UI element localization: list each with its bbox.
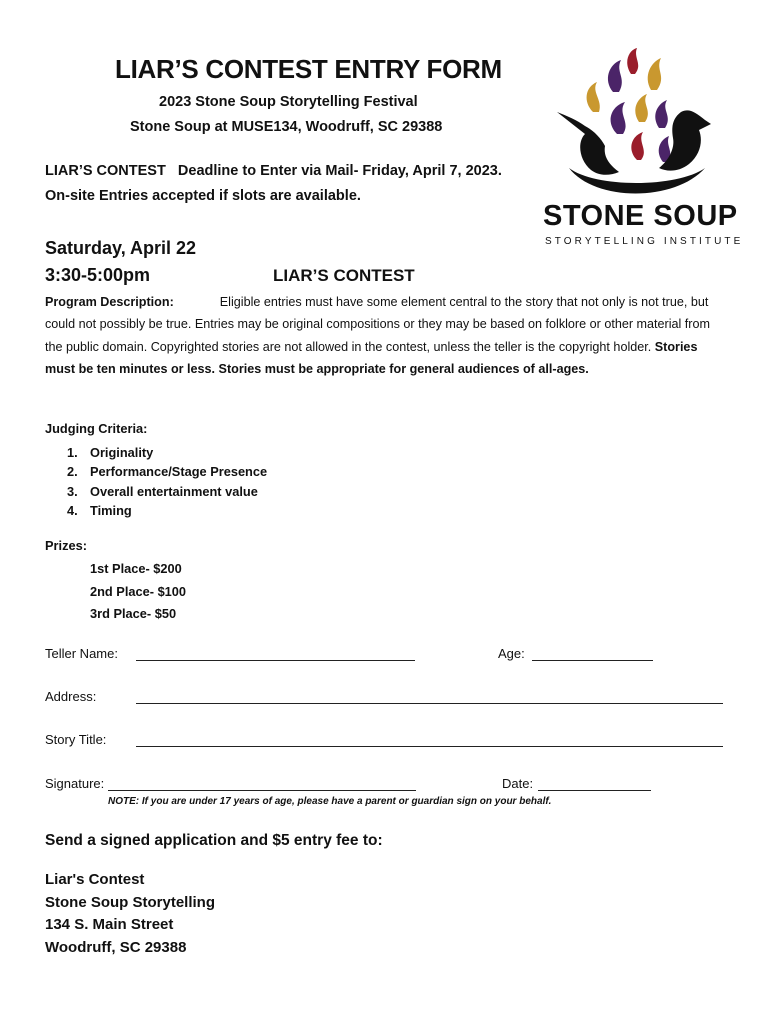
list-item: 2nd Place- $100 <box>90 583 187 599</box>
list-item: 3. Overall entertainment value <box>67 483 258 499</box>
list-item: 1. Originality <box>67 445 154 460</box>
date-label: Date: <box>502 776 534 791</box>
age-field[interactable] <box>532 660 653 661</box>
signature-label: Signature: <box>45 776 105 791</box>
judging-list <box>67 443 267 520</box>
event-name: LIAR’S CONTEST <box>273 266 415 285</box>
description-bold-text: Stories must be ten minutes or less. Stories must be appropriate for general audiences of all-ages. <box>45 339 698 377</box>
address-field[interactable] <box>136 703 723 704</box>
list-item: 4. Timing <box>67 502 132 518</box>
date-field[interactable] <box>538 790 651 791</box>
page-title: LIAR’S CONTEST ENTRY FORM <box>115 54 502 84</box>
flame-gold-2 <box>648 58 661 90</box>
bowl-swoosh <box>569 168 705 194</box>
flame-red-2 <box>631 132 644 160</box>
logo-tagline: STORYTELLING INSTITUTE <box>545 236 744 247</box>
festival-name: 2023 Stone Soup Storytelling Festival <box>159 94 418 110</box>
description-text: Eligible entries must have some element central to the story that not only is not true, but could not possibly be true. Entries may be original compositions or they may be based on folklore or other material from the public domain. Copyrighted stories are not allowed in the contest, unless the teller is the copyright holder. <box>45 295 710 354</box>
deadline-line: LIAR’S CONTEST Deadline to Enter via Mail- Friday, April 7, 2023. <box>45 163 502 179</box>
story-title-field[interactable] <box>136 746 723 747</box>
flame-red-1 <box>627 48 638 74</box>
event-time: 3:30-5:00pm <box>45 265 151 285</box>
address-line: Stone Soup Storytelling <box>45 893 216 911</box>
list-item: 2. Performance/Stage Presence <box>67 464 268 480</box>
flame-gold-3 <box>635 94 648 122</box>
signature-field[interactable] <box>108 790 416 791</box>
event-date: Saturday, April 22 <box>45 238 197 258</box>
mailing-address <box>45 869 215 959</box>
address-line: 134 S. Main Street <box>45 916 174 934</box>
flame-purple-3 <box>655 100 668 128</box>
flame-purple-1 <box>608 60 622 92</box>
description-label: Program Description: <box>45 295 174 309</box>
address-line: Liar's Contest <box>45 871 145 888</box>
address-label: Address: <box>45 689 97 704</box>
flame-gold-1 <box>587 82 600 112</box>
send-heading: Send a signed application and $5 entry fee to: <box>45 832 383 849</box>
unicorn-silhouette <box>557 112 619 175</box>
onsite-line: On-site Entries accepted if slots are available. <box>45 188 361 204</box>
teller-name-label: Teller Name: <box>45 646 118 661</box>
prizes-heading: Prizes: <box>45 538 87 553</box>
program-description <box>45 291 725 381</box>
list-item: 1st Place- $200 <box>90 561 182 576</box>
guardian-note: NOTE: If you are under 17 years of age, please have a parent or guardian sign on your behalf. <box>108 796 552 807</box>
address-line: Woodruff, SC 29388 <box>45 938 187 956</box>
venue: Stone Soup at MUSE134, Woodruff, SC 29388 <box>130 119 443 135</box>
teller-name-field[interactable] <box>136 660 415 661</box>
story-title-label: Story Title: <box>45 732 107 747</box>
judging-heading: Judging Criteria: <box>45 421 148 436</box>
stone-soup-logo <box>555 42 715 200</box>
flame-purple-2 <box>611 102 626 134</box>
list-item: 3rd Place- $50 <box>90 606 177 622</box>
logo-name: STONE SOUP <box>543 200 738 232</box>
prizes-list <box>90 558 186 626</box>
age-label: Age: <box>498 646 525 661</box>
